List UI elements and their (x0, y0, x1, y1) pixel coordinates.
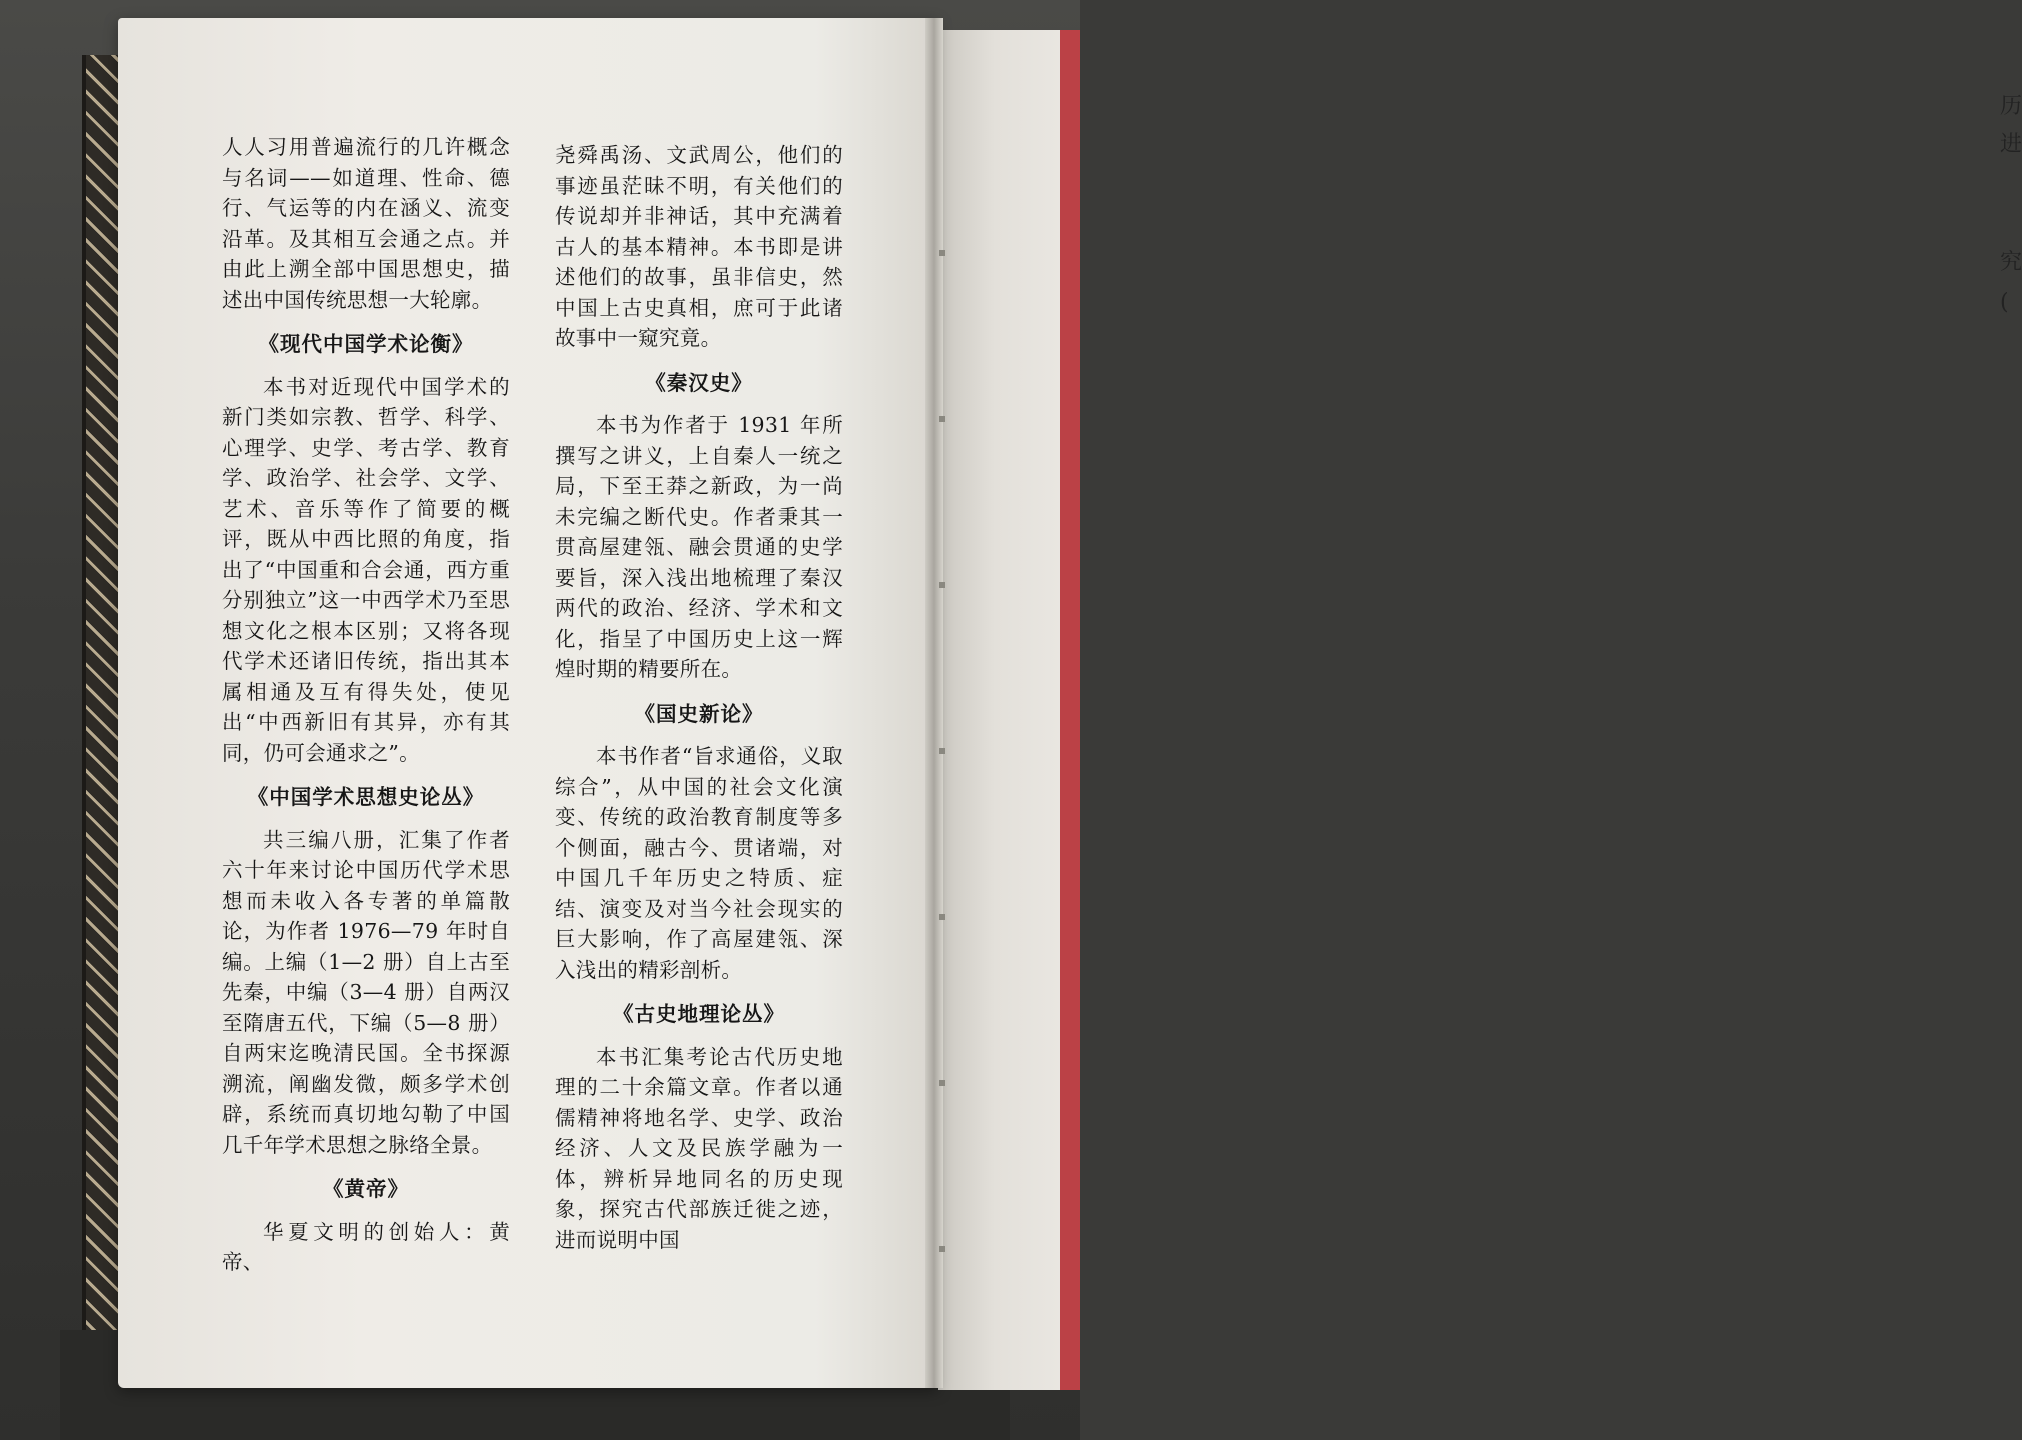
right-page (938, 30, 2022, 1390)
section-body: 本书作者“旨求通俗，义取综合”，从中国的社会文化演变、传统的政治教育制度等多个侧面，融古今、贯诸端，对中国几千年历史之特质、症结、演变及对当今社会现实的巨大影响，作了高屋建瓴、深入浅出的精彩剖析。 (555, 744, 843, 982)
section-body: 本书为作者于 1931 年所撰写之讲义，上自秦人一统之局，下至王莽之新政，为一尚未完编之断代史。作者秉其一贯高屋建瓴、融会贯通的史学要旨，深入浅出地梳理了秦汉两代的政治、经济、学术和文化，指呈了中国历史上这一辉煌时期的精要所在。 (555, 413, 843, 681)
left-text-column (222, 132, 510, 1278)
section-title: 《秦汉史》 (645, 370, 753, 395)
section-body: 华夏文明的创始人：黄帝、 (222, 1219, 510, 1274)
next-page-fragment: 进 (2000, 132, 2022, 157)
section-body: 共三编八册，汇集了作者六十年来讨论中国历代学术思想而未收入各专著的单篇散论，为作者 1976—79 年时自编。上编（1—2 册）自上古至先秦，中编（3—4 册）自两汉至隋唐五代，下编（5—8 册）自两宋迄晚清民国。全书探源溯流，阐幽发微，颇多学术创辟，系统而真切地勾勒了中国几千年学术思想之脉络全景。 (222, 827, 510, 1157)
section-title: 《古史地理论丛》 (613, 1002, 785, 1026)
right-intro-paragraph: 尧舜禹汤、文武周公，他们的事迹虽茫昧不明，有关他们的传说却并非神话，其中充满着古人的基本精神。本书即是讲述他们的故事，虽非信史，然中国上古史真相，庶可于此诸故事中一窥究竟。 (555, 143, 843, 350)
section-title: 《现代中国学术论衡》 (258, 332, 474, 356)
section-title: 《国史新论》 (634, 701, 764, 726)
binding-stitches (939, 90, 945, 1290)
left-intro-paragraph: 人人习用普遍流行的几许概念与名词——如道理、性命、德行、气运等的内在涵义、流变沿革。及其相互会通之点。并由此上溯全部中国思想史，描述出中国传统思想一大轮廓。 (222, 135, 510, 312)
next-page-fragment: ( (2000, 290, 2009, 315)
book-red-edge (1060, 30, 1080, 1390)
section-body: 本书对近现代中国学术的新门类如宗教、哲学、科学、心理学、史学、考古学、教育学、政治学、社会学、文学、艺术、音乐等作了简要的概评，既从中西比照的角度，指出了“中国重和合会通，西方重分别独立”这一中西学术乃至思想文化之根本区别；又将各现代学术还诸旧传统，指出其本属相通及互有得失处，使见出“中西新旧有其异，亦有其同，仍可会通求之”。 (222, 374, 510, 765)
right-text-column (555, 140, 843, 1255)
section-title: 《中国学术思想史论丛》 (247, 785, 485, 809)
section-title: 《黄帝》 (323, 1177, 409, 1201)
next-page-fragment: 究 (2000, 250, 2022, 275)
section-body: 本书汇集考论古代历史地理的二十余篇文章。作者以通儒精神将地名学、史学、政治经济、人文及民族学融为一体，辨析异地同名的历史现象，探究古代部族迁徙之迹，进而说明中国 (555, 1044, 843, 1252)
next-page-fragment: 历 (2000, 94, 2022, 119)
